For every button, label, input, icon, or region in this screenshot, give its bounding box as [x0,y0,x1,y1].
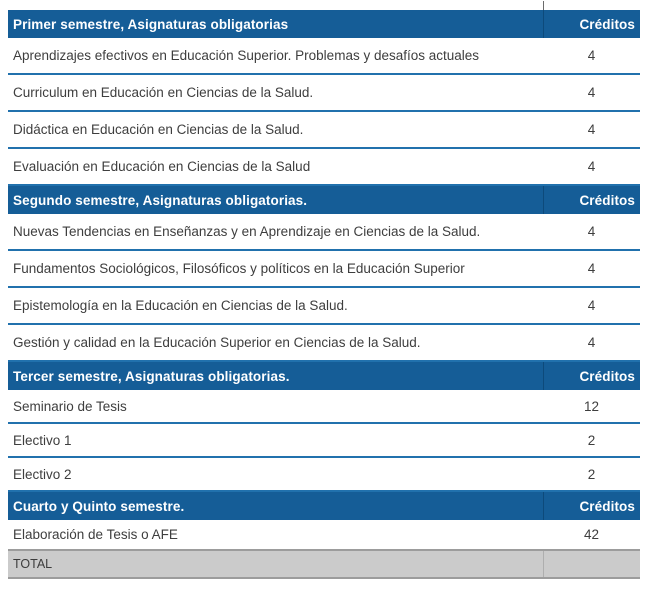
credits-column-header: Créditos [543,491,640,520]
course-name: Aprendizajes efectivos en Educación Superior. Problemas y desafíos actuales [8,38,543,74]
course-credits: 2 [543,457,640,491]
course-row [8,214,640,250]
course-name: Nuevas Tendencias en Enseñanzas y en Aprendizaje en Ciencias de la Salud. [8,214,543,250]
course-credits: 4 [543,38,640,74]
section-header-row [8,491,640,520]
course-name: Epistemología en la Educación en Ciencias de la Salud. [8,287,543,324]
section-title: Tercer semestre, Asignaturas obligatorias. [8,361,543,390]
section-title: Segundo semestre, Asignaturas obligatorias. [8,185,543,214]
section-header-row [8,10,640,38]
course-credits: 4 [543,250,640,287]
section-header-row [8,185,640,214]
course-credits: 42 [543,520,640,550]
course-name: Fundamentos Sociológicos, Filosóficos y políticos en la Educación Superior [8,250,543,287]
course-row [8,111,640,148]
course-credits: 4 [543,214,640,250]
total-label: TOTAL [8,550,543,578]
course-row [8,287,640,324]
section-title: Primer semestre, Asignaturas obligatorias [8,10,543,38]
section-primer-semestre [8,10,640,185]
course-row [8,74,640,111]
course-credits: 4 [543,74,640,111]
column-divider-tick [543,1,544,10]
course-credits: 4 [543,148,640,185]
section-tercer-semestre [8,361,640,491]
curriculum-table [8,10,640,579]
credits-column-header: Créditos [543,185,640,214]
course-row [8,520,640,550]
course-name: Seminario de Tesis [8,390,543,423]
course-name: Didáctica en Educación en Ciencias de la Salud. [8,111,543,148]
section-title: Cuarto y Quinto semestre. [8,491,543,520]
course-name: Curriculum en Educación en Ciencias de la Salud. [8,74,543,111]
course-name: Evaluación en Educación en Ciencias de la Salud [8,148,543,185]
curriculum-table-container [8,10,640,579]
course-row [8,38,640,74]
course-row [8,250,640,287]
total-row [8,550,640,578]
course-name: Electivo 1 [8,423,543,457]
section-cuarto-quinto-semestre [8,491,640,578]
credits-column-header: Créditos [543,10,640,38]
course-credits: 2 [543,423,640,457]
course-row [8,324,640,361]
section-segundo-semestre [8,185,640,361]
course-name: Elaboración de Tesis o AFE [8,520,543,550]
section-header-row [8,361,640,390]
course-row [8,457,640,491]
course-name: Electivo 2 [8,457,543,491]
course-credits: 4 [543,111,640,148]
total-credits [543,550,640,578]
course-credits: 4 [543,287,640,324]
credits-column-header: Créditos [543,361,640,390]
course-name: Gestión y calidad en la Educación Superior en Ciencias de la Salud. [8,324,543,361]
course-row [8,148,640,185]
course-credits: 12 [543,390,640,423]
course-credits: 4 [543,324,640,361]
course-row [8,423,640,457]
course-row [8,390,640,423]
